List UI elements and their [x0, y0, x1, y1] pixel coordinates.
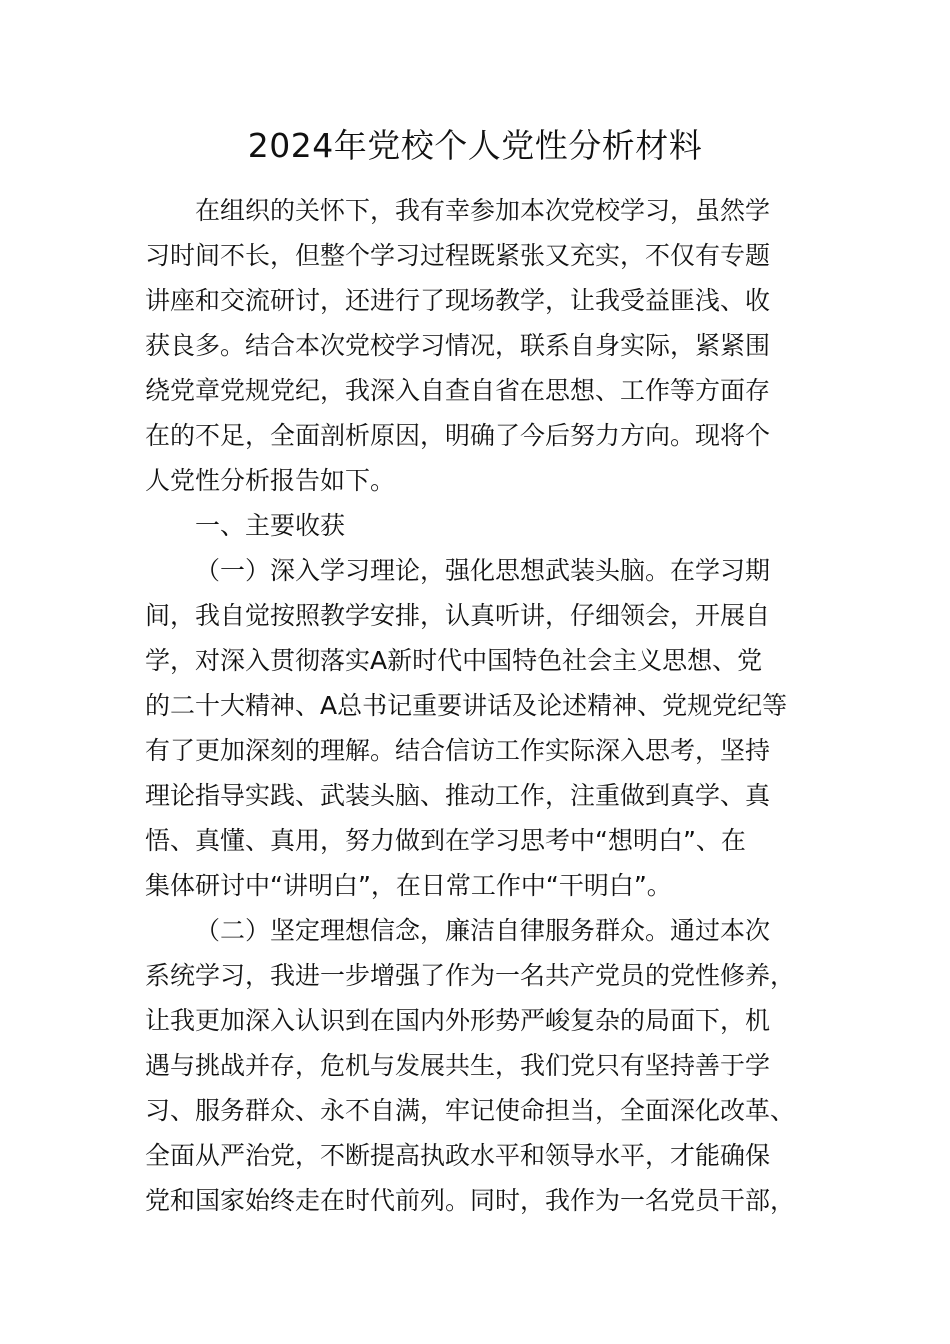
text-line: 有了更加深刻的理解。结合信访工作实际深入思考，坚持 [145, 736, 771, 765]
text-line: 全面从严治党，不断提高执政水平和领导水平，才能确保 [145, 1141, 771, 1170]
text-line: 让我更加深入认识到在国内外形势严峻复杂的局面下，机 [145, 1006, 771, 1035]
document-body [145, 188, 815, 1223]
subsection-paragraph-start: （二）坚定理想信念，廉洁自律服务群众。通过本次 [195, 916, 771, 945]
text-line: 学，对深入贯彻落实A新时代中国特色社会主义思想、党 [145, 646, 763, 675]
text-line: 悟、真懂、真用，努力做到在学习思考中“想明白”、在 [145, 826, 746, 855]
text-line: 绕党章党规党纪，我深入自查自省在思想、工作等方面存 [145, 376, 771, 405]
text-line: 系统学习，我进一步增强了作为一名共产党员的党性修养， [145, 961, 796, 990]
text-line: 习时间不长，但整个学习过程既紧张又充实，不仅有专题 [145, 241, 771, 270]
text-line: 在的不足，全面剖析原因，明确了今后努力方向。现将个 [145, 421, 771, 450]
text-line: 的二十大精神、A总书记重要讲话及论述精神、党规党纪等 [145, 691, 788, 720]
text-line: 在组织的关怀下，我有幸参加本次党校学习，虽然学 [195, 196, 771, 225]
text-line: 人党性分析报告如下。 [145, 466, 396, 495]
text-line: 遇与挑战并存，危机与发展共生，我们党只有坚持善于学 [145, 1051, 771, 1080]
text-line: 获良多。结合本次党校学习情况，联系自身实际，紧紧围 [145, 331, 771, 360]
text-line: 理论指导实践、武装头脑、推动工作，注重做到真学、真 [145, 781, 771, 810]
section-heading: 一、主要收获 [195, 511, 346, 540]
text-line: 集体研讨中“讲明白”，在日常工作中“干明白”。 [145, 871, 672, 900]
text-line: 习、服务群众、永不自满，牢记使命担当，全面深化改革、 [145, 1096, 796, 1125]
text-line: 党和国家始终走在时代前列。同时，我作为一名党员干部， [145, 1186, 796, 1215]
document-title: 2024年党校个人党性分析材料 [247, 126, 703, 165]
subsection-paragraph-start: （一）深入学习理论，强化思想武装头脑。在学习期 [195, 556, 771, 585]
text-line: 讲座和交流研讨，还进行了现场教学，让我受益匪浅、收 [145, 286, 771, 315]
text-line: 间，我自觉按照教学安排，认真听讲，仔细领会，开展自 [145, 601, 771, 630]
